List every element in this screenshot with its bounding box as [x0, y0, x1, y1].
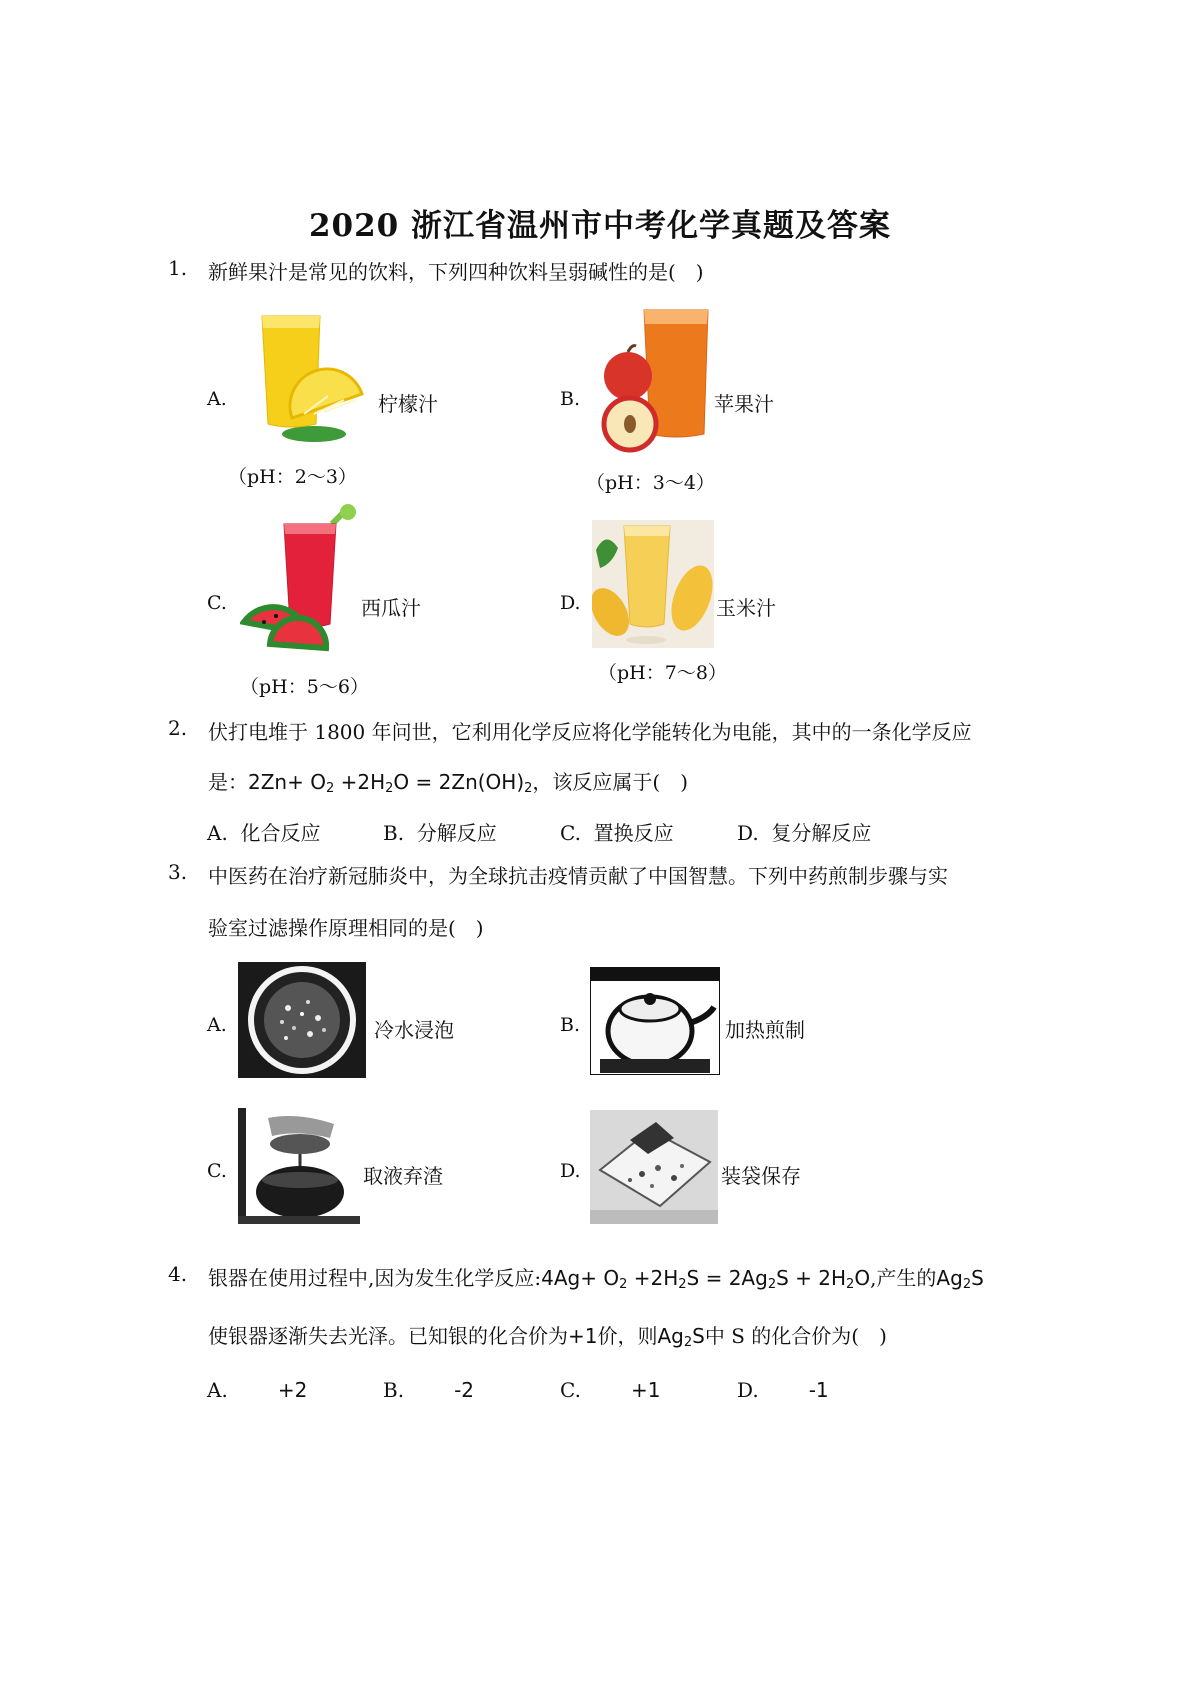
q3-option-b-letter: B.	[560, 1014, 581, 1036]
q1-option-c-ph: （pH：5～6）	[240, 676, 369, 698]
q2-option-b: B. 分解反应	[383, 821, 497, 845]
q1-text: 新鲜果汁是常见的饮料，下列四种饮料呈弱碱性的是( )	[208, 260, 704, 284]
q2-equation: $2Zn+ O_2 +2H_2O = 2Zn(OH)_2$	[248, 770, 533, 796]
q1-option-d-label: 玉米汁	[716, 596, 776, 620]
q1-option-d-letter: D.	[560, 592, 581, 614]
q3-option-c-letter: C.	[207, 1160, 227, 1182]
q4-option-c: C. +1	[560, 1378, 661, 1402]
q3-option-b-label: 加热煎制	[725, 1018, 805, 1042]
q2-line2-suffix: ，该反应属于( )	[532, 770, 689, 794]
q4-option-d: D. -1	[737, 1378, 829, 1402]
q4-ag2s-formula: $Ag_2S$	[936, 1266, 984, 1292]
q1-option-a-ph: （pH：2～3）	[228, 466, 357, 488]
q2-option-d: D. 复分解反应	[737, 821, 872, 845]
q1-option-b-label: 苹果汁	[714, 392, 774, 416]
q4-option-a: A. +2	[207, 1378, 308, 1402]
decoction-pot-image	[590, 967, 720, 1075]
q4-line2-mid: 价，则	[597, 1324, 658, 1348]
q1-option-a-label: 柠檬汁	[378, 392, 438, 416]
filtering-image	[238, 1108, 360, 1224]
q1-option-b-letter: B.	[560, 388, 581, 410]
q4-plus1: +1	[568, 1324, 598, 1348]
q4-number: 4.	[168, 1262, 188, 1286]
q4-line1-mid: ,产生的	[870, 1266, 937, 1290]
q1-option-c-label: 西瓜汁	[361, 596, 421, 620]
watermelon-juice-image	[240, 504, 360, 664]
q2-option-a: A. 化合反应	[207, 821, 321, 845]
q4-equation: $4Ag+ O_2 +2H_2S = 2Ag_2S + 2H_2O$	[541, 1266, 871, 1292]
page-title: 2020 浙江省温州市中考化学真题及答案	[308, 208, 892, 244]
q3-line1: 中医药在治疗新冠肺炎中，为全球抗击疫情贡献了中国智慧。下列中药煎制步骤与实	[208, 864, 948, 888]
q4-line1	[208, 1262, 984, 1292]
q1-option-d-ph: （pH：7～8）	[598, 662, 727, 684]
soaking-pot-image	[238, 962, 366, 1078]
q1-option-a-letter: A.	[207, 388, 227, 410]
q3-option-a-label: 冷水浸泡	[374, 1018, 454, 1042]
q3-option-d-label: 装袋保存	[721, 1164, 801, 1188]
q4-option-b: B. -2	[383, 1378, 475, 1402]
q3-number: 3.	[168, 860, 188, 884]
corn-juice-image	[592, 520, 714, 648]
q2-line2-prefix: 是：	[208, 770, 248, 794]
q1-option-b-ph: （pH：3～4）	[586, 472, 715, 494]
q4-line2-suffix: 中 S 的化合价为( )	[704, 1324, 887, 1348]
lemon-juice-image	[244, 306, 374, 446]
q3-option-a-letter: A.	[207, 1014, 227, 1036]
q4-line2-prefix: 使银器逐渐失去光泽。已知银的化合价为	[208, 1324, 568, 1348]
q4-ag2s-formula-2: $Ag_2S$	[657, 1324, 705, 1350]
q3-line2: 验室过滤操作原理相同的是( )	[208, 916, 484, 940]
q2-line2	[208, 766, 688, 796]
q3-option-c-label: 取液弃渣	[363, 1164, 443, 1188]
q1-number: 1.	[168, 256, 188, 280]
q2-number: 2.	[168, 716, 188, 740]
q3-option-d-letter: D.	[560, 1160, 581, 1182]
q4-line2	[208, 1320, 887, 1350]
apple-juice-image	[592, 306, 712, 456]
q4-line1-prefix: 银器在使用过程中,因为发生化学反应:	[208, 1266, 542, 1290]
q2-line1: 伏打电堆于 1800 年问世，它利用化学反应将化学能转化为电能，其中的一条化学反应	[208, 720, 972, 744]
q1-option-c-letter: C.	[207, 592, 227, 614]
bagged-storage-image	[590, 1110, 718, 1224]
q2-option-c: C. 置换反应	[560, 821, 674, 845]
